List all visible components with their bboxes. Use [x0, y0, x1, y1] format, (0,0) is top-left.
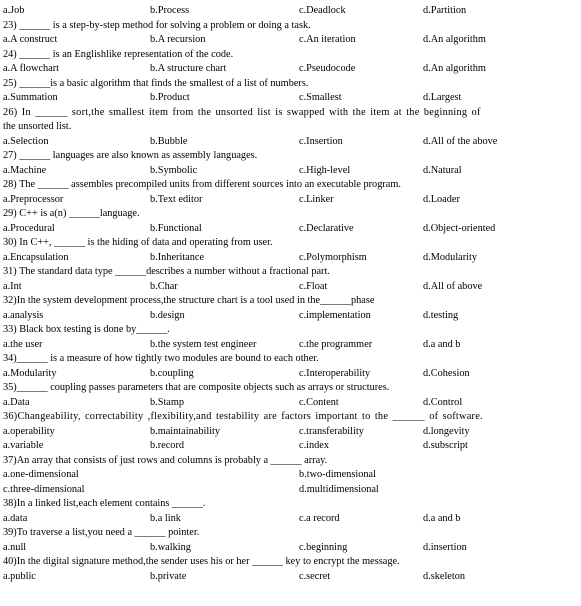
question-line: [3, 381, 578, 396]
option-d: d.Natural: [423, 164, 462, 176]
option-a: a.analysis: [3, 309, 44, 321]
option-b: b.Bubble: [150, 135, 188, 147]
options-line: [3, 193, 578, 208]
option-b: b.a link: [150, 512, 181, 524]
option-d: d.Object-oriented: [423, 222, 496, 234]
option-b: b.walking: [150, 541, 191, 553]
question-line: [3, 555, 578, 570]
option-b: b.the system test engineer: [150, 338, 257, 350]
option-b: b.private: [150, 570, 187, 582]
question-line: [3, 265, 578, 280]
option-d: d.Largest: [423, 92, 462, 103]
option-d: d.skeleton: [423, 570, 466, 582]
option-d: d.Control: [423, 396, 463, 408]
question-text: 29) C++ is a(n) ______language.: [3, 208, 140, 219]
question-text: 25) ______is a basic algorithm that finds the smallest of a list of numbers.: [3, 77, 309, 89]
question-line: [3, 19, 578, 34]
option-c: c.Float: [299, 280, 328, 292]
question-line: [3, 178, 578, 193]
options-line: [3, 367, 578, 382]
option-b: b.record: [150, 440, 185, 451]
question-line: [3, 106, 578, 121]
option-d: d.insertion: [423, 541, 467, 553]
exam-document: [3, 4, 578, 584]
option-c: c.Interoperability: [299, 367, 371, 379]
option-b: b.Symbolic: [150, 164, 198, 176]
option-b: b.Product: [150, 92, 190, 103]
question-text: 37)An array that consists of just rows and columns is probably a ______ array.: [3, 454, 328, 466]
option-d: d.All of the above: [423, 135, 498, 147]
option-b: b.design: [150, 309, 185, 321]
question-line: [3, 207, 578, 222]
options-line: [3, 309, 578, 324]
option-d: d.Loader: [423, 193, 460, 205]
question-line: [3, 120, 578, 135]
options-line: [3, 483, 578, 498]
option-c: b.two-dimensional: [299, 469, 376, 480]
option-c: c.Linker: [299, 193, 334, 205]
option-c: c.Smallest: [299, 92, 342, 103]
question-text: 36)Changeability, correctability ,flexibility,and testability are factors important to the ______ of software.: [3, 411, 483, 422]
option-c: c.beginning: [299, 541, 348, 553]
option-d: d.a and b: [423, 338, 461, 350]
options-line: [3, 280, 578, 295]
options-line: [3, 222, 578, 237]
option-d: d.All of above: [423, 280, 483, 292]
option-c: c.An iteration: [299, 34, 356, 45]
question-line: [3, 48, 578, 63]
question-line: [3, 454, 578, 469]
option-a: c.three-dimensional: [3, 483, 85, 495]
option-d: d.An algorithm: [423, 34, 486, 45]
option-a: a.the user: [3, 338, 43, 350]
question-line: [3, 77, 578, 92]
option-d: d.Modularity: [423, 251, 478, 263]
question-text: 23) ______ is a step-by-step method for solving a problem or doing a task.: [3, 19, 311, 31]
option-d: d.An algorithm: [423, 63, 486, 74]
option-b: b.A structure chart: [150, 63, 227, 74]
option-a: a.Modularity: [3, 367, 57, 379]
question-line: [3, 410, 578, 425]
option-c: c.transferability: [299, 425, 364, 437]
option-d: d.subscript: [423, 440, 468, 451]
options-line: [3, 4, 578, 19]
question-text: 40)In the digital signature method,the sender uses his or her ______ key to encrypt the message.: [3, 556, 400, 567]
option-a: a.public: [3, 570, 36, 582]
options-line: [3, 570, 578, 585]
option-a: a.Procedural: [3, 222, 55, 234]
option-b: b.Text editor: [150, 193, 203, 205]
option-c: c.High-level: [299, 164, 351, 176]
question-line: [3, 497, 578, 512]
option-a: a.A flowchart: [3, 63, 60, 74]
option-d: d.longevity: [423, 425, 470, 437]
option-c: c.implementation: [299, 309, 371, 321]
option-a: a.null: [3, 541, 27, 553]
options-line: [3, 33, 578, 48]
option-a: a.Preprocessor: [3, 193, 64, 205]
options-line: [3, 468, 578, 483]
option-b: b.A recursion: [150, 34, 206, 45]
question-text: the unsorted list.: [3, 121, 72, 132]
option-b: b.Char: [150, 280, 178, 292]
question-text: 31) The standard data type ______describes a number without a fractional part.: [3, 266, 330, 277]
option-b: b.Stamp: [150, 396, 185, 408]
question-text: 33) Black box testing is done by______.: [3, 324, 170, 335]
option-a: a.data: [3, 512, 28, 524]
options-line: [3, 425, 578, 440]
option-a: a.Job: [3, 5, 25, 16]
option-b: b.Process: [150, 5, 190, 16]
question-text: 27) ______ languages are also known as assembly languages.: [3, 150, 258, 161]
option-d: d.testing: [423, 309, 459, 321]
question-text: 28) The ______ assembles precompiled units from different sources into an executable program.: [3, 179, 401, 190]
question-text: 35)______ coupling passes parameters that are composite objects such as arrays or structures.: [3, 382, 390, 393]
question-text: 34)______ is a measure of how tightly two modules are bound to each other.: [3, 353, 319, 364]
option-a: a.operability: [3, 425, 55, 437]
question-line: [3, 149, 578, 164]
question-text: 38)In a linked list,each element contains ______.: [3, 498, 206, 509]
question-text: 30) In C++, ______ is the hiding of data and operating from user.: [3, 237, 273, 248]
option-d: d.Cohesion: [423, 367, 470, 379]
option-c: c.Insertion: [299, 135, 343, 147]
option-b: b.maintainability: [150, 425, 221, 437]
options-line: [3, 396, 578, 411]
option-c: c.Deadlock: [299, 5, 346, 16]
option-a: a.Selection: [3, 135, 49, 147]
option-a: a.Machine: [3, 164, 47, 176]
option-a: a.Int: [3, 280, 22, 292]
option-d: d.Partition: [423, 5, 467, 16]
option-a: a.Data: [3, 396, 30, 408]
options-line: [3, 251, 578, 266]
question-text: 32)In the system development process,the structure chart is a tool used in the______phase: [3, 295, 375, 306]
options-line: [3, 512, 578, 527]
option-a: a.A construct: [3, 34, 58, 45]
question-text: 26) In ______ sort,the smallest item from the unsorted list is swapped with the item at the beginning of: [3, 106, 481, 118]
option-c: c.Content: [299, 396, 339, 408]
option-c: d.multidimensional: [299, 483, 379, 495]
option-b: b.Functional: [150, 222, 202, 234]
option-c: c.the programmer: [299, 338, 373, 350]
question-line: [3, 236, 578, 251]
options-line: [3, 541, 578, 556]
option-c: c.Declarative: [299, 222, 354, 234]
options-line: [3, 164, 578, 179]
option-a: a.variable: [3, 440, 44, 451]
option-c: c.Polymorphism: [299, 251, 367, 263]
option-c: c.Pseudocode: [299, 63, 356, 74]
options-line: [3, 338, 578, 353]
question-text: 24) ______ is an Englishlike representation of the code.: [3, 48, 234, 60]
option-c: c.index: [299, 440, 330, 451]
option-a: a.one-dimensional: [3, 469, 79, 480]
options-line: [3, 135, 578, 150]
option-a: a.Summation: [3, 92, 58, 103]
question-line: [3, 294, 578, 309]
options-line: [3, 62, 578, 77]
options-line: [3, 439, 578, 454]
option-d: d.a and b: [423, 512, 461, 524]
question-line: [3, 323, 578, 338]
question-text: 39)To traverse a list,you need a ______ pointer.: [3, 527, 200, 538]
option-c: c.a record: [299, 512, 340, 524]
question-line: [3, 352, 578, 367]
option-b: b.Inheritance: [150, 251, 205, 263]
option-c: c.secret: [299, 570, 331, 582]
option-b: b.coupling: [150, 367, 194, 379]
question-line: [3, 526, 578, 541]
options-line: [3, 91, 578, 106]
option-a: a.Encapsulation: [3, 251, 69, 263]
